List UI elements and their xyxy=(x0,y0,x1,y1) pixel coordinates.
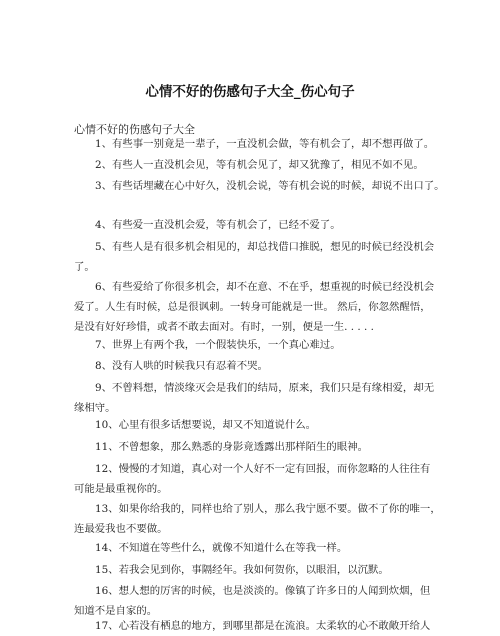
paragraph-line: 14、不知道在等些什么，就像不知道什么在等我一样。 xyxy=(95,542,348,554)
paragraph xyxy=(74,215,434,235)
paragraph xyxy=(74,560,434,580)
paragraph-line: 16、想人想的厉害的时候，也是淡淡的。像镇了许多日的人闻到炊烟，但 xyxy=(95,585,431,597)
paragraph xyxy=(74,616,434,636)
paragraph-line: 知道不是自家的。 xyxy=(74,605,158,617)
paragraph xyxy=(74,277,434,337)
paragraph-line: 10、心里有很多话想要说，却又不知道说什么。 xyxy=(95,419,317,431)
paragraph-line: 13、如果你给我的，同样也给了别人，那么我宁愿不要。做不了你的唯一， xyxy=(95,503,441,515)
paragraph-line: 可能是最重视你的。 xyxy=(74,483,168,495)
paragraph-line: 了。 xyxy=(74,261,95,273)
paragraph-line: 爱了。人生有时候，总是很讽刺。一转身可能就是一世。 然后，你忽然醒悟， xyxy=(74,301,431,313)
document-title: 心情不好的伤感句子大全_伤心句子 xyxy=(145,84,355,100)
paragraph-line: 3、有些话埋藏在心中好久，没机会说，等有机会说的时候，却说不出口了。 xyxy=(95,180,445,192)
paragraph xyxy=(74,437,434,457)
paragraph xyxy=(74,581,434,621)
paragraph xyxy=(74,335,434,355)
paragraph-line: 9、不曾料想，情淡缘灭会是我们的结局，原来，我们只是有缘相爱，却无 xyxy=(95,382,435,394)
section-heading: 心情不好的伤感句子大全 xyxy=(74,123,195,136)
paragraph xyxy=(74,134,434,154)
paragraph-line: 6、有些爱给了你很多机会，却不在意、不在乎，想重视的时候已经没机会 xyxy=(95,281,435,293)
paragraph xyxy=(74,378,434,418)
paragraph-line: 17、心若没有栖息的地方，到哪里都是在流浪。太柔软的心不敢敞开给人 xyxy=(95,620,431,632)
paragraph xyxy=(74,499,441,539)
paragraph-line: 12、慢慢的才知道，真心对一个人好不一定有回报，而你忽略的人往往有 xyxy=(95,463,431,475)
paragraph xyxy=(74,459,434,499)
paragraph-line: 2、有些人一直没机会见，等有机会见了，却又犹豫了，相见不如不见。 xyxy=(95,159,424,171)
paragraph-line: 是没有好好珍惜，或者不敢去面对。有时，一别，便是一生. . . . . xyxy=(74,321,374,333)
paragraph xyxy=(74,155,434,175)
paragraph-line: 15、若我会见到你，事隔经年。我如何贺你，以眼泪，以沉默。 xyxy=(95,564,389,576)
paragraph xyxy=(74,538,434,558)
paragraph-line: 7、世界上有两个我，一个假装快乐，一个真心难过。 xyxy=(95,339,341,351)
paragraph xyxy=(74,356,434,376)
paragraph-line: 缘相守。 xyxy=(74,402,116,414)
paragraph-line: 连最爱我也不要做。 xyxy=(74,523,168,535)
paragraph-line: 4、有些爱一直没机会爱，等有机会了，已经不爱了。 xyxy=(95,219,341,231)
paragraph-line: 8、没有人哄的时候我只有忍着不哭。 xyxy=(95,360,268,372)
paragraph-line: 1、有些事一别竟是一辈子，一直没机会做，等有机会了，却不想再做了。 xyxy=(95,138,435,150)
paragraph-line: 5、有些人是有很多机会相见的，却总找借口推脱，想见的时候已经没机会 xyxy=(95,241,435,253)
paragraph xyxy=(74,176,445,196)
paragraph xyxy=(74,415,434,435)
paragraph xyxy=(74,237,434,277)
paragraph-line: 11、不曾想象，那么熟悉的身影竟透露出那样陌生的眼神。 xyxy=(95,441,368,453)
